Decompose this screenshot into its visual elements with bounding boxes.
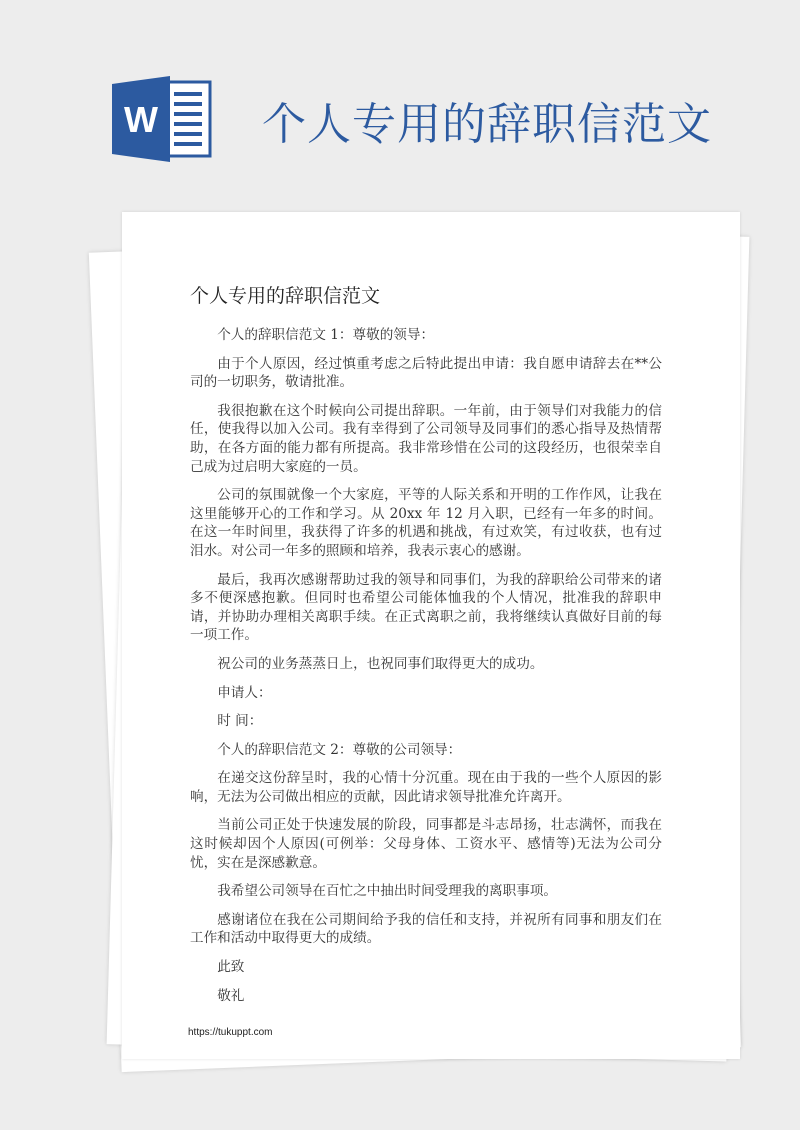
paragraph: 我很抱歉在这个时候向公司提出辞职。一年前，由于领导们对我能力的信任，使我得以加入公司。我有幸得到了公司领导及同事们的悉心指导及热情帮助，在各方面的能力都有所提高。我非常珍惜在公司的这段经历，也很荣幸自己成为过启明大家庭的一员。 [190, 402, 662, 475]
document-title: 个人专用的辞职信范文 [190, 285, 381, 307]
paragraph: 敬礼 [217, 987, 245, 1004]
paragraph: 祝公司的业务蒸蒸日上，也祝同事们取得更大的成功。 [217, 655, 544, 672]
svg-text:W: W [124, 99, 158, 140]
paragraph: 个人的辞职信范文 2：尊敬的公司领导： [217, 741, 462, 758]
document-body [190, 326, 662, 1005]
paragraph: 当前公司正处于快速发展的阶段，同事都是斗志昂扬，壮志满怀，而我在这时候却因个人原因(可例举：父母身体、工资水平、感情等)无法为公司分忧，实在是深感歉意。 [190, 817, 662, 871]
paragraph: 在递交这份辞呈时，我的心情十分沉重。现在由于我的一些个人原因的影响，无法为公司做出相应的贡献，因此请求领导批准允许离开。 [190, 770, 662, 805]
paragraph: 由于个人原因，经过慎重考虑之后特此提出申请：我自愿申请辞去在**公司的一切职务，敬请批准。 [190, 355, 662, 391]
paragraph: 个人的辞职信范文 1：尊敬的领导： [217, 327, 435, 343]
paragraph: 公司的氛围就像一个大家庭，平等的人际关系和开明的工作作风，让我在这里能够开心的工作和学习。从 20xx 年 12 月入职，已经有一年多的时间。在这一年时间里，我获得了许多的机遇和挑战，有过欢笑，有过收获，也有过泪水。对公司一年多的照顾和培养，我表示衷心的感谢。 [190, 487, 662, 559]
word-document-icon [112, 76, 212, 162]
document-page [122, 212, 740, 1059]
paragraph: 时 间： [217, 713, 263, 730]
paragraph: 最后，我再次感谢帮助过我的领导和同事们，为我的辞职给公司带来的诸多不便深感抱歉。但同时也希望公司能体恤我的个人情况，批准我的辞职申请，并协助办理相关离职手续。在正式离职之前，我将继续认真做好目前的每一项工作。 [190, 571, 662, 644]
header-title: 个人专用的辞职信范文 [262, 99, 712, 150]
header [0, 0, 800, 200]
paragraph: 申请人： [217, 684, 272, 701]
source-url: https://tukuppt.com [188, 1027, 273, 1039]
paragraph: 我希望公司领导在百忙之中抽出时间受理我的离职事项。 [217, 883, 558, 900]
paragraph: 此致 [217, 959, 245, 976]
paragraph: 感谢诸位在我在公司期间给予我的信任和支持，并祝所有同事和朋友们在工作和活动中取得更大的成绩。 [190, 911, 662, 947]
